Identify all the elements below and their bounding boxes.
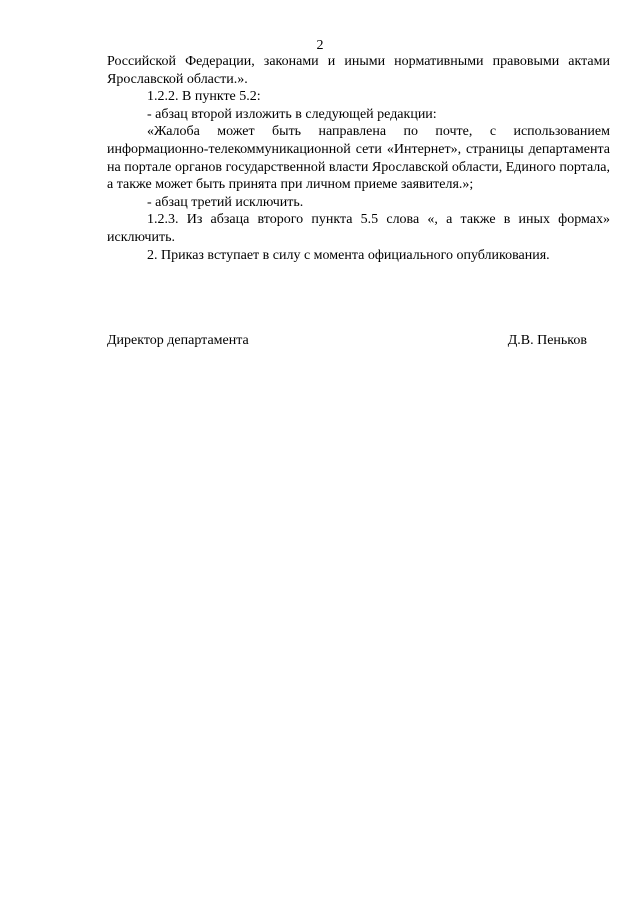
paragraph-quoted-text: «Жалоба может быть направлена по почте, с использованием информационно-телекоммуникационной сети «Интернет», страницы департамента на портале органов государственной власти Ярославской области, Единого портала, а также может быть принята при личном приеме заявителя.»; — [107, 124, 610, 193]
signatory-position: Директор департамента — [107, 333, 249, 348]
paragraph-abzac-vtoroy: - абзац второй изложить в следующей редакции: — [147, 106, 437, 122]
paragraph-continuation: Российской Федерации, законами и иными нормативными правовыми актами Ярославской области.». — [107, 54, 610, 87]
paragraph-abzac-tretiy: - абзац третий исключить. — [147, 194, 304, 210]
document-body — [107, 53, 610, 264]
page-number: 2 — [316, 38, 324, 53]
paragraph-item-1-2-2: 1.2.2. В пункте 5.2: — [147, 89, 261, 105]
paragraph-item-1-2-3: 1.2.3. Из абзаца второго пункта 5.5 слова «, а также в иных формах» исключить. — [107, 212, 610, 245]
paragraph-item-2: 2. Приказ вступает в силу с момента официального опубликования. — [147, 247, 550, 263]
signatory-name: Д.В. Пеньков — [507, 333, 587, 348]
